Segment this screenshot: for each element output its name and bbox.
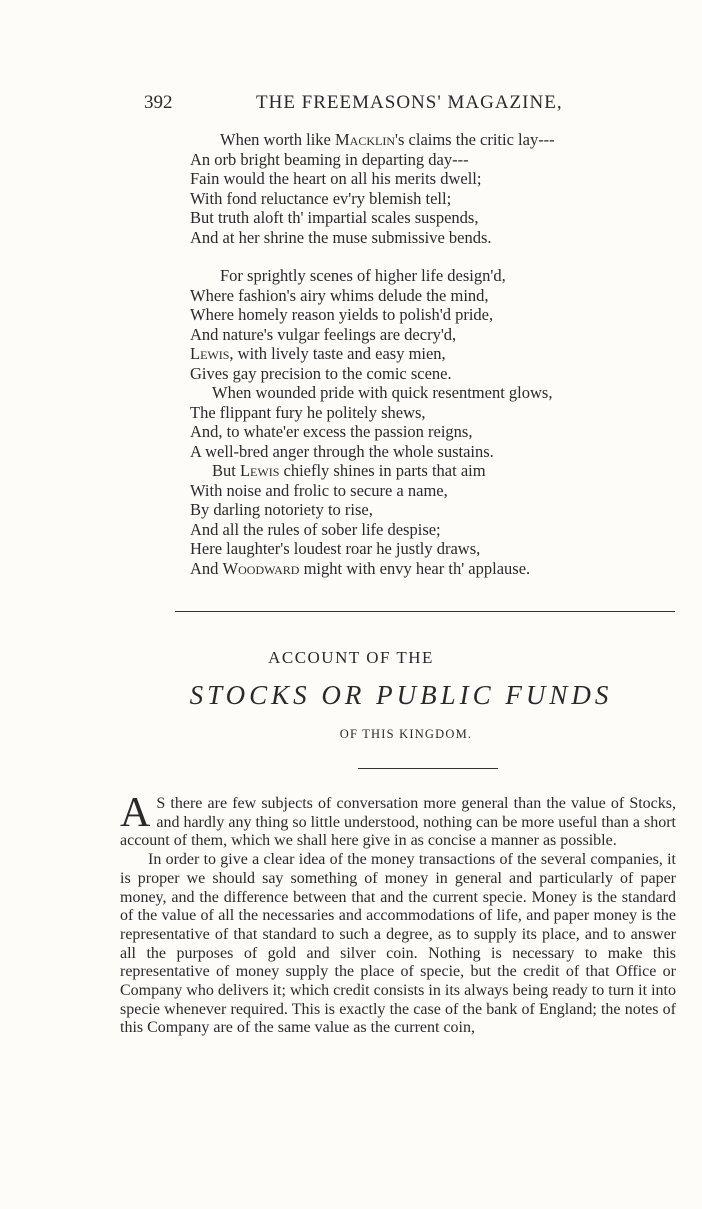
poem-line	[190, 150, 690, 170]
poem-text: And	[190, 558, 223, 578]
poem-text: The flippant fury he politely shews,	[190, 402, 426, 422]
poem-text: For sprightly scenes of higher life design'd,	[220, 266, 506, 285]
poem-text: And nature's vulgar feelings are decry'd,	[190, 324, 457, 344]
paragraph-2: In order to give a clear idea of the money transactions of the several companies, it is proper we should say something of money in general and particularly of paper money, and the difference between that and the current specie. Money is the standard of the value of all the necessaries and accommodations of life, and paper money is the representative of that standard to such a degree, as to supply its place, and to answer all the purposes of gold and silver coin. Nothing is necessary to make this representative of money supply the place of specie, but the credit of that Office or Company who delivers it; which credit consists in its always being ready to turn it into specie whenever required. This is exactly the case of the bank of England; the notes of this Company are of the same value as the current coin,	[120, 851, 676, 1037]
drop-cap: A	[120, 790, 151, 836]
poem-line	[190, 325, 690, 345]
poem-stanza-2	[190, 266, 690, 578]
poem-text: chiefly shines in parts that aim	[279, 461, 486, 480]
poem-line	[190, 481, 690, 501]
poem-line	[190, 305, 690, 325]
poem-line	[190, 500, 690, 520]
title-divider	[358, 768, 498, 769]
poem-line	[190, 228, 690, 248]
poem-text: Gives gay precision to the comic scene.	[190, 363, 452, 383]
poem-line	[190, 520, 690, 540]
poem-text: , with lively taste and easy mien,	[229, 344, 446, 363]
poem-name: Lewis	[190, 344, 230, 363]
poem-line	[190, 364, 690, 384]
running-head: THE FREEMASONS' MAGAZINE,	[256, 92, 563, 113]
poem-text: Fain would the heart on all his merits dwell;	[190, 169, 482, 188]
poem-text: But truth aloft th' impartial scales suspends,	[190, 208, 479, 227]
poem-text: A well-bred anger through the whole sustains.	[190, 441, 494, 461]
poem-name: Macklin	[335, 130, 396, 149]
article-body	[120, 790, 676, 1038]
poem-line	[190, 422, 690, 442]
poem-line	[190, 442, 690, 462]
poem-line	[190, 169, 690, 189]
poem-name: Woodward	[222, 558, 300, 578]
paragraph-1-text: S there are few subjects of conversation more general than the value of Stocks, and hardly any thing so little understood, nothing can be more useful than a short account of them, which we shall here give in as concise a manner as possible.	[120, 795, 676, 850]
poem-text: Here laughter's loudest roar he justly draws,	[190, 539, 481, 558]
section-divider	[175, 611, 675, 612]
poem-text: An orb bright beaming in departing day---	[190, 149, 469, 169]
poem-stanza-1	[190, 130, 690, 247]
poem-text: Where homely reason yields to polish'd pride,	[190, 305, 494, 324]
poem-line	[190, 539, 690, 559]
article-title-line-2: STOCKS OR PUBLIC FUNDS	[189, 680, 613, 710]
poem-text: might with envy hear th' applause.	[299, 558, 531, 578]
article-title-line-1: ACCOUNT OF THE	[268, 648, 434, 667]
poem-text: And, to whate'er excess the passion reigns,	[190, 422, 473, 441]
article-title-line-3: OF THIS KINGDOM.	[339, 727, 473, 741]
poem-text: When wounded pride with quick resentment glows,	[212, 383, 553, 402]
poem-line	[190, 403, 690, 423]
poem-text: By darling notoriety to rise,	[190, 500, 373, 519]
poem-line	[190, 208, 690, 228]
poem-text: 's claims the critic lay---	[395, 130, 555, 149]
poem-line	[190, 344, 690, 364]
poem-text: And at her shrine the muse submissive bends.	[190, 227, 492, 247]
poem-line	[190, 130, 690, 150]
poem-line	[190, 383, 690, 403]
paragraph-1	[120, 790, 676, 851]
page-number: 392	[144, 92, 173, 113]
poem-text: And all the rules of sober life despise;	[190, 519, 441, 539]
poem-text: Where fashion's airy whims delude the mind,	[190, 285, 489, 305]
poem-line	[190, 559, 690, 579]
poem-text: When worth like	[220, 130, 336, 149]
poem-line	[190, 286, 690, 306]
poem-line	[190, 189, 690, 209]
poem-name: Lewis	[239, 461, 280, 480]
poem-text: With fond reluctance ev'ry blemish tell;	[190, 188, 452, 208]
poem-text: But	[212, 461, 240, 480]
poem-text: With noise and frolic to secure a name,	[190, 480, 448, 500]
poem-line	[190, 266, 690, 286]
poem-line	[190, 461, 690, 481]
